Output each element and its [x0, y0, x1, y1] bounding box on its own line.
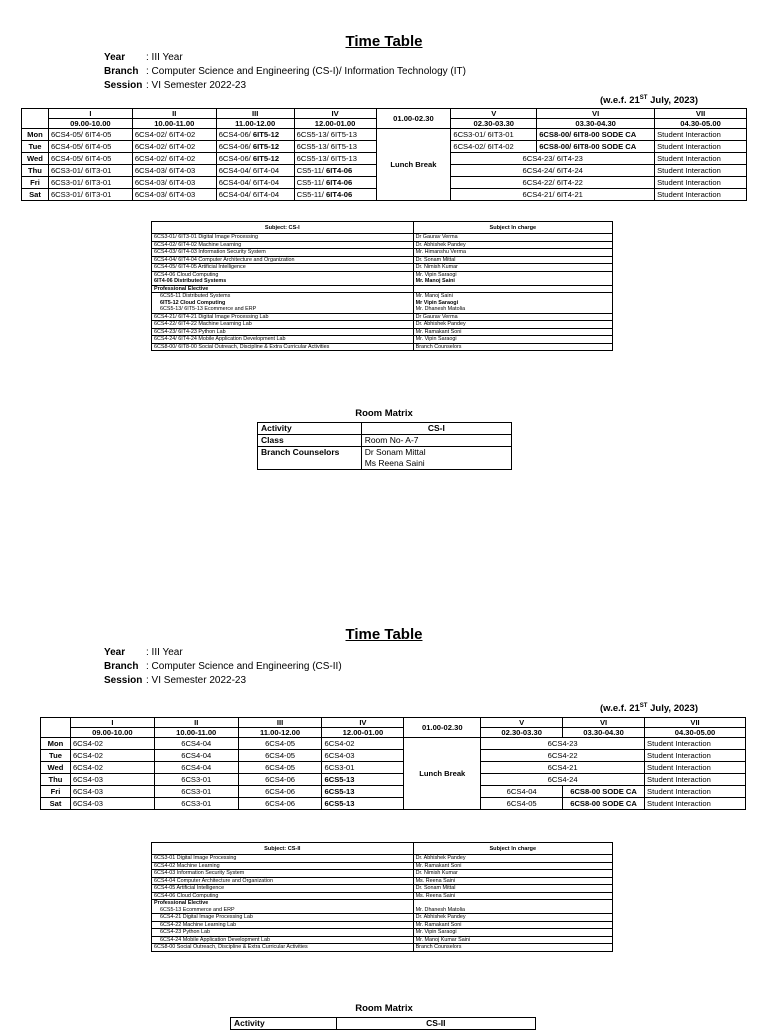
page-title: Time Table	[345, 33, 423, 50]
year-label: Year	[104, 647, 126, 658]
table-row: Sat 6CS4-03 6CS3-01 6CS4-06 6CS5-13 6CS4-05 6CS8-00 SODE CA Student Interaction	[41, 798, 746, 810]
course-info	[104, 646, 342, 688]
table-row: Tue 6CS4-05/ 6IT4-05 6CS4-02/ 6IT4-02 6CS4-06/ 6IT5-12 6CS5-13/ 6IT5-13 6CS4-02/ 6IT4-02 6CS8-00/ 6IT8-00 SODE CA Student Interaction	[22, 141, 747, 153]
list-item: 6CS8-00 Social Outreach, Discipline & Extra Curricular Activities Branch Counselors	[152, 944, 613, 952]
session-label: Session	[104, 675, 143, 686]
lunch-break: Lunch Break	[404, 738, 481, 810]
table-row: Sat 6CS3-01/ 6IT3-01 6CS4-03/ 6IT4-03 6CS4-04/ 6IT4-04 CS5-11/ 6IT4-06 6CS4-21/ 6IT4-21 Student Interaction	[22, 189, 747, 201]
room-matrix-title: Room Matrix	[355, 408, 413, 419]
list-item: 6CS4-04 Computer Architecture and Organization Ms. Reena Saini	[152, 877, 613, 885]
list-item: 6CS4-05 Artificial Intelligence Dr. Sonam Mittal	[152, 885, 613, 893]
list-item: 6CS4-03/ 6IT4-03 Information Security System Mr. Himanshu Verma	[152, 249, 613, 257]
table-row: Mon 6CS4-05/ 6IT4-05 6CS4-02/ 6IT4-02 6CS4-06/ 6IT5-12 6CS5-13/ 6IT5-13 Lunch Break 6CS3-01/ 6IT3-01 6CS8-00/ 6IT8-00 SODE CA Student Interaction	[22, 129, 747, 141]
list-item: 6CS4-22/ 6IT4-22 Machine Learning Lab Dr. Abhishek Pandey	[152, 321, 613, 329]
session-value: : VI Semester 2022-23	[146, 675, 247, 686]
list-item: 6CS4-24/ 6IT4-24 Mobile Application Development Lab Mr. Vipin Saraogi	[152, 336, 613, 344]
timetable	[40, 717, 746, 810]
room-matrix-title: Room Matrix	[355, 1003, 413, 1014]
branch-label: Branch	[104, 661, 139, 672]
subject-table: Subject: CS-I Subject In charge 6CS3-01/ 6IT3-01 Digital Image Processing Dr Gaurav Verma 6CS4-02/ 6IT4-02 Machine Learning Dr. Abhishek Pandey 6CS4-03/ 6IT4-03 Information Security System Mr. Himanshu Verma 6CS4-04/ 6IT4-04 Computer Architecture and Organization Dr. Sonam Mittal 6CS4-05/ 6IT4-05 Artificial Intelligence Dr. Nimish Kumar 6CS4-06 Cloud Computing Mr. Vipin Saraogi 6IT4-06 Distributed Systems Mr. Manoj Saini Professional Elective 6CS5-11 Distributed Systems Mr. Manoj Saini 6IT5-12 Cloud Computing Mr Vipin Saraogi 6CS5-13/ 6IT5-13 Ecommerce and ERP Mr. Dhanesh Matolia 6CS4-21/ 6IT4-21 Digital Image Processing Lab Dr Gaurav Verma 6CS4-22/ 6IT4-22 Machine Learning Lab Dr. Abhishek Pandey 6CS4-23/ 6IT4-23 Python Lab Mr. Ramakant Soni 6CS4-24/ 6IT4-24 Mobile Application Development Lab Mr. Vipin Saraogi 6CS8-00/ 6IT8-00 Social Outreach, Discipline & Extra Curricular Activities Branch Counselors	[151, 221, 613, 351]
list-item: 6CS4-05/ 6IT4-05 Artificial Intelligence Dr. Nimish Kumar	[152, 264, 613, 272]
table-row: Wed 6CS4-05/ 6IT4-05 6CS4-02/ 6IT4-02 6CS4-06/ 6IT5-12 6CS5-13/ 6IT5-13 6CS4-23/ 6IT4-23 Student Interaction	[22, 153, 747, 165]
period-number-row: I II III IV 01.00-02.30 V VI VII	[41, 718, 746, 728]
list-item: 6CS3-01 Digital Image Processing Dr. Abhishek Pandey	[152, 855, 613, 863]
list-item: 6CS4-23 Python Lab Mr. Vipin Saraogi	[152, 929, 613, 937]
lunch-break: Lunch Break	[376, 129, 451, 201]
table-row: Fri 6CS4-03 6CS3-01 6CS4-06 6CS5-13 6CS4-04 6CS8-00 SODE CA Student Interaction	[41, 786, 746, 798]
list-item: 6IT4-06 Distributed Systems Mr. Manoj Saini	[152, 278, 613, 285]
branch-value: : Computer Science and Engineering (CS-I)/ Information Technology (IT)	[146, 66, 466, 77]
list-item: 6CS4-04/ 6IT4-04 Computer Architecture and Organization Dr. Sonam Mittal	[152, 256, 613, 264]
year-value: : III Year	[146, 647, 183, 658]
room-matrix: Activity CS-I Class Room No- A-7 Branch Counselors Dr Sonam Mittal Ms Reena Saini	[257, 422, 512, 470]
list-item: 6CS3-01/ 6IT3-01 Digital Image Processing Dr Gaurav Verma	[152, 234, 613, 242]
table-row: Fri 6CS3-01/ 6IT3-01 6CS4-03/ 6IT4-03 6CS4-04/ 6IT4-04 CS5-11/ 6IT4-06 6CS4-22/ 6IT4-22 Student Interaction	[22, 177, 747, 189]
period-time-row: 09.00-10.00 10.00-11.00 11.00-12.00 12.00-01.00 02.30-03.30 03.30-04.30 04.30-05.00	[22, 119, 747, 129]
period-time-row: 09.00-10.00 10.00-11.00 11.00-12.00 12.00-01.00 02.30-03.30 03.30-04.30 04.30-05.00	[41, 728, 746, 738]
list-item: 6CS8-00/ 6IT8-00 Social Outreach, Discipline & Extra Curricular Activities Branch Counselors	[152, 343, 613, 351]
session-label: Session	[104, 80, 143, 91]
subject-table: Subject: CS-II Subject In charge 6CS3-01 Digital Image Processing Dr. Abhishek Pandey 6CS4-02 Machine Learning Mr. Ramakant Soni 6CS4-03 Information Security System Dr. Nimish Kumar 6CS4-04 Computer Architecture and Organization Ms. Reena Saini 6CS4-05 Artificial Intelligence Dr. Sonam Mittal 6CS4-06 Cloud Computing Ms. Reena Saini Professional Elective 6CS5-13 Ecommerce and ERP Mr. Dhanesh Matolia 6CS4-21 Digital Image Processing Lab Dr. Abhishek Pandey 6CS4-22 Machine Learning Lab Mr. Ramakant Soni 6CS4-23 Python Lab Mr. Vipin Saraogi 6CS4-24 Mobile Application Development Lab Mr. Manoj Kumar Saini 6CS8-00 Social Outreach, Discipline & Extra Curricular Activities Branch Counselors	[151, 842, 613, 952]
list-item: 6CS4-21 Digital Image Processing Lab Dr. Abhishek Pandey	[152, 914, 613, 922]
branch-value: : Computer Science and Engineering (CS-II)	[146, 661, 342, 672]
table-row: Thu 6CS4-03 6CS3-01 6CS4-06 6CS5-13 6CS4-24 Student Interaction	[41, 774, 746, 786]
year-value: : III Year	[146, 52, 183, 63]
list-item: Professional Elective	[152, 285, 613, 293]
effective-date: (w.e.f. 21ST July, 2023)	[600, 95, 698, 107]
list-item: 6IT5-12 Cloud Computing Mr Vipin Saraogi	[152, 300, 613, 307]
table-row: Thu 6CS3-01/ 6IT3-01 6CS4-03/ 6IT4-03 6CS4-04/ 6IT4-04 CS5-11/ 6IT4-06 6CS4-24/ 6IT4-24 Student Interaction	[22, 165, 747, 177]
table-row: Tue 6CS4-02 6CS4-04 6CS4-05 6CS4-03 6CS4-22 Student Interaction	[41, 750, 746, 762]
timetable	[21, 108, 747, 201]
list-item: 6CS4-23/ 6IT4-23 Python Lab Mr. Ramakant Soni	[152, 328, 613, 336]
list-item: 6CS4-03 Information Security System Dr. Nimish Kumar	[152, 870, 613, 878]
room-matrix: Activity CS-II	[230, 1017, 536, 1030]
list-item: Professional Elective	[152, 900, 613, 907]
list-item: 6CS5-13 Ecommerce and ERP Mr. Dhanesh Matolia	[152, 907, 613, 914]
course-info	[104, 51, 466, 93]
list-item: 6CS5-13/ 6IT5-13 Ecommerce and ERP Mr. Dhanesh Matolia	[152, 306, 613, 313]
list-item: 6CS4-06 Cloud Computing Mr. Vipin Saraogi	[152, 271, 613, 278]
list-item: 6CS4-02/ 6IT4-02 Machine Learning Dr. Abhishek Pandey	[152, 241, 613, 249]
table-row: Wed 6CS4-02 6CS4-04 6CS4-05 6CS3-01 6CS4-21 Student Interaction	[41, 762, 746, 774]
list-item: 6CS4-22 Machine Learning Lab Mr. Ramakant Soni	[152, 921, 613, 929]
branch-label: Branch	[104, 66, 139, 77]
list-item: 6CS5-11 Distributed Systems Mr. Manoj Saini	[152, 293, 613, 300]
page-title: Time Table	[345, 626, 423, 643]
list-item: 6CS4-02 Machine Learning Mr. Ramakant Soni	[152, 862, 613, 870]
table-row: Mon 6CS4-02 6CS4-04 6CS4-05 6CS4-02 Lunch Break 6CS4-23 Student Interaction	[41, 738, 746, 750]
year-label: Year	[104, 52, 126, 63]
list-item: 6CS4-21/ 6IT4-21 Digital Image Processing Lab Dr Gaurav Verma	[152, 313, 613, 321]
period-number-row: I II III IV 01.00-02.30 V VI VII	[22, 109, 747, 119]
list-item: 6CS4-06 Cloud Computing Ms. Reena Saini	[152, 892, 613, 900]
session-value: : VI Semester 2022-23	[146, 80, 247, 91]
effective-date: (w.e.f. 21ST July, 2023)	[600, 703, 698, 715]
list-item: 6CS4-24 Mobile Application Development Lab Mr. Manoj Kumar Saini	[152, 936, 613, 944]
